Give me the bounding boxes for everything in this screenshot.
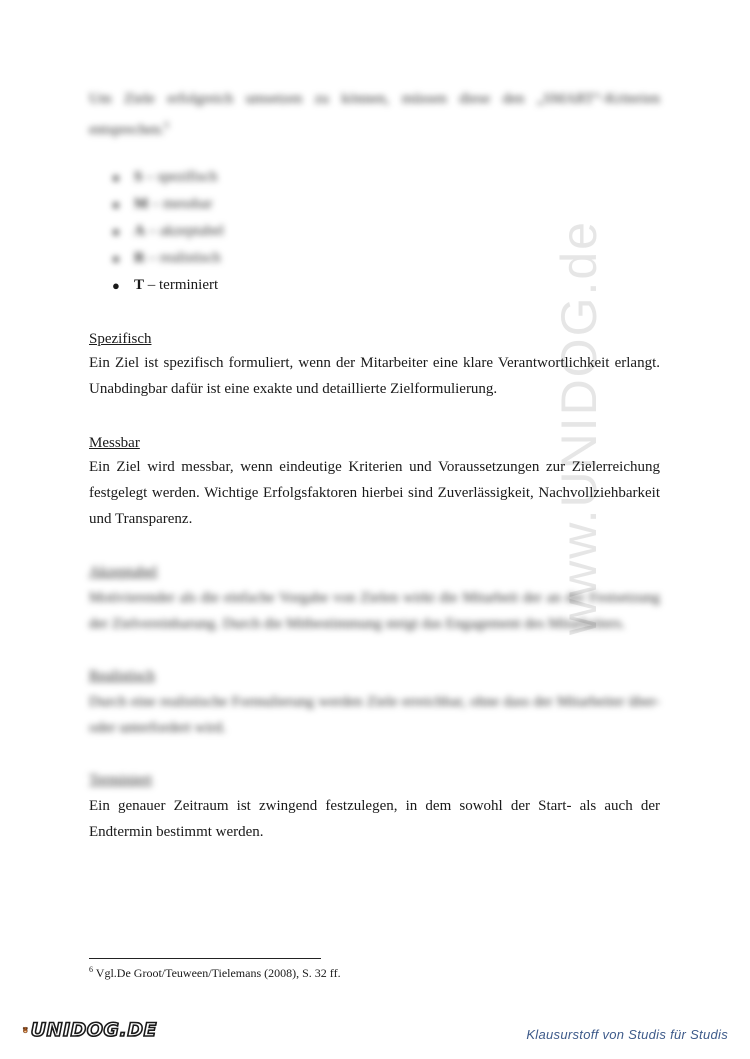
criterion-letter: M	[134, 196, 149, 212]
intro-text: Um Ziele erfolgreich umsetzen zu können, müssen diese den „SMART“-Kriterien entsprechen.	[89, 91, 660, 138]
list-item	[112, 272, 224, 299]
paragraph-realistisch: Durch eine realistische Formulierung werden Ziele erreichbar, ohne dass der Mitarbeiter über- oder unterfordert wird.	[89, 694, 660, 736]
paragraph-terminiert: Ein genauer Zeitraum ist zwingend festzulegen, in dem sowohl der Start- als auch der Endtermin bestimmt werden.	[89, 798, 660, 840]
footnote-text: Vgl.De Groot/Teuween/Tielemans (2008), S. 32 ff.	[93, 966, 341, 980]
criterion-letter: A	[134, 223, 145, 239]
logo-text: UNIDOG.DE	[30, 1019, 157, 1041]
bullet-icon: ●	[112, 170, 120, 185]
paragraph-spezifisch: Ein Ziel ist spezifisch formuliert, wenn der Mitarbeiter eine klare Verantwortlichkeit erlangt. Unabdingbar dafür ist eine exakte und detaillierte Zielformulierung.	[89, 355, 660, 397]
heading-akzeptabel: Akzeptabel	[89, 564, 158, 580]
smart-criteria-list	[112, 164, 224, 299]
bullet-icon: ●	[112, 224, 120, 239]
heading-messbar: Messbar	[89, 435, 140, 451]
list-item	[112, 191, 224, 218]
criterion-label: – terminiert	[144, 277, 219, 293]
criterion-label: – messbar	[148, 196, 213, 212]
bullet-icon: ●	[112, 278, 120, 293]
watermark: www.UNIDOG.de	[551, 220, 607, 635]
criterion-label: – spezifisch	[142, 169, 218, 185]
heading-terminiert: Terminiert	[89, 772, 153, 788]
criterion-letter: R	[134, 250, 145, 266]
list-item	[112, 218, 224, 245]
criterion-letter: S	[134, 169, 143, 185]
bullet-icon: ●	[112, 197, 120, 212]
unidog-logo[interactable]	[22, 1012, 157, 1048]
intro-footnote-mark: 6	[164, 120, 169, 130]
bullet-icon: ●	[112, 251, 120, 266]
criterion-label: – akzeptabel	[144, 223, 224, 239]
criterion-letter: T	[134, 277, 145, 293]
tagline: Klausurstoff von Studis für Studis	[526, 1027, 728, 1042]
footnote-divider	[89, 958, 321, 959]
footnote-mark: 6	[89, 965, 93, 974]
paragraph-messbar: Ein Ziel wird messbar, wenn eindeutige Kriterien und Voraussetzungen zur Zielerreichung festgelegt werden. Wichtige Erfolgsfaktoren hierbei sind Zuverlässigkeit, Nachvollziehbarkeit und Transparenz.	[89, 459, 660, 527]
criterion-label: – realistisch	[144, 250, 221, 266]
heading-realistisch: Realistisch	[89, 668, 155, 684]
footnote	[89, 962, 341, 981]
intro-paragraph	[89, 86, 660, 143]
list-item	[112, 245, 224, 272]
paragraph-akzeptabel: Motivierender als die einfache Vorgabe von Zielen wirkt die Mitarbeit der an der Festsetzung der Zielvereinbarung. Durch die Mitbestimmung steigt das Engagement des Mitarbeiters.	[89, 590, 660, 632]
list-item	[112, 164, 224, 191]
dog-mascot-icon	[22, 1013, 29, 1047]
heading-spezifisch: Spezifisch	[89, 331, 152, 347]
